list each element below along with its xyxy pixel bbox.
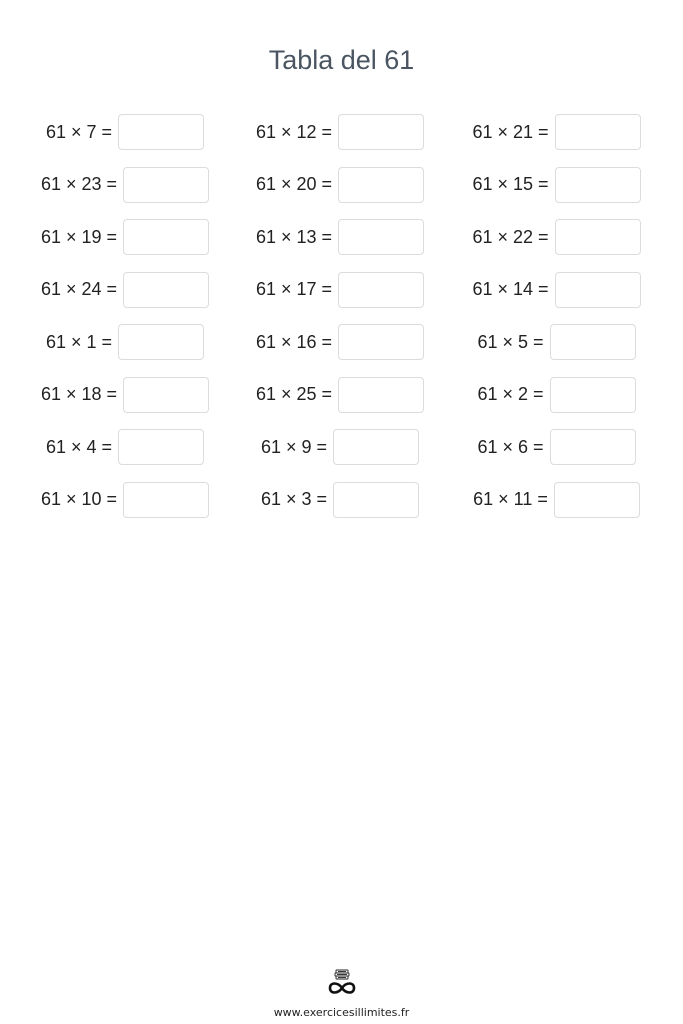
exercise-item (230, 322, 450, 362)
exercise-item (450, 217, 663, 257)
exercise-expression: 61 × 6 = (477, 436, 544, 457)
exercise-expression: 61 × 25 = (255, 384, 333, 404)
answer-field[interactable] (555, 114, 641, 150)
answer-field[interactable] (338, 114, 424, 150)
exercise-expression: 61 × 18 = (40, 384, 118, 404)
answer-field[interactable] (123, 377, 209, 413)
answer-field[interactable] (123, 482, 209, 518)
exercise-expression: 61 × 17 = (255, 279, 333, 299)
exercise-expression: 61 × 7 = (45, 121, 113, 142)
exercise-item (230, 427, 450, 467)
exercise-item (450, 427, 663, 467)
exercise-expression: 61 × 4 = (45, 436, 113, 457)
answer-field[interactable] (118, 429, 204, 465)
exercise-expression: 61 × 1 = (45, 331, 113, 352)
exercise-item (20, 217, 230, 257)
exercise-row (20, 480, 663, 533)
exercise-expression: 61 × 12 = (255, 121, 333, 142)
exercise-expression: 61 × 13 = (255, 226, 333, 247)
exercise-row (20, 322, 663, 375)
exercise-row (20, 165, 663, 218)
exercise-item (450, 112, 663, 152)
exercise-item (20, 270, 230, 310)
exercise-row (20, 112, 663, 165)
exercise-row (20, 217, 663, 270)
exercise-expression: 61 × 24 = (40, 279, 118, 299)
footer (0, 968, 683, 1019)
exercise-item (20, 165, 230, 205)
answer-field[interactable] (123, 272, 209, 308)
exercise-expression: 61 × 19 = (40, 226, 118, 247)
answer-field[interactable] (118, 324, 204, 360)
answer-field[interactable] (550, 324, 636, 360)
answer-field[interactable] (123, 167, 209, 203)
exercise-item (230, 165, 450, 205)
exercise-row (20, 375, 663, 428)
exercise-item (20, 375, 230, 415)
site-url: www.exercicesillimites.fr (273, 1006, 410, 1019)
answer-field[interactable] (338, 167, 424, 203)
exercise-expression: 61 × 11 = (473, 489, 548, 509)
exercise-expression: 61 × 14 = (472, 279, 549, 299)
exercise-row (20, 427, 663, 480)
exercise-expression: 61 × 3 = (260, 489, 328, 509)
exercise-expression: 61 × 5 = (477, 331, 544, 352)
exercise-expression: 61 × 9 = (260, 436, 328, 457)
answer-field[interactable] (338, 272, 424, 308)
answer-field[interactable] (554, 482, 640, 518)
answer-field[interactable] (555, 167, 641, 203)
exercise-expression: 61 × 16 = (255, 331, 333, 352)
exercise-item (230, 270, 450, 310)
exercise-expression: 61 × 21 = (472, 121, 549, 142)
answer-field[interactable] (118, 114, 204, 150)
answer-field[interactable] (333, 429, 419, 465)
exercise-item (450, 165, 663, 205)
exercise-expression: 61 × 23 = (40, 174, 118, 194)
answer-field[interactable] (338, 377, 424, 413)
exercise-item (230, 480, 450, 520)
exercise-item (230, 217, 450, 257)
exercise-item (20, 112, 230, 152)
exercise-grid (20, 112, 663, 532)
exercise-item (20, 480, 230, 520)
exercise-expression: 61 × 10 = (40, 489, 118, 509)
exercise-expression: 61 × 22 = (472, 226, 549, 247)
exercise-row (20, 270, 663, 323)
exercise-item (20, 427, 230, 467)
answer-field[interactable] (555, 272, 641, 308)
exercise-item (450, 270, 663, 310)
exercise-item (450, 375, 663, 415)
exercise-expression: 61 × 15 = (472, 174, 549, 194)
exercise-item (450, 322, 663, 362)
answer-field[interactable] (550, 377, 636, 413)
answer-field[interactable] (333, 482, 419, 518)
exercise-item (450, 480, 663, 520)
exercise-item (230, 112, 450, 152)
exercise-expression: 61 × 20 = (255, 174, 333, 194)
exercise-expression: 61 × 2 = (477, 384, 544, 404)
infinity-books-logo-icon (324, 968, 360, 998)
answer-field[interactable] (555, 219, 641, 255)
exercise-item (20, 322, 230, 362)
answer-field[interactable] (550, 429, 636, 465)
answer-field[interactable] (338, 219, 424, 255)
answer-field[interactable] (338, 324, 424, 360)
answer-field[interactable] (123, 219, 209, 255)
exercise-item (230, 375, 450, 415)
page-title: Tabla del 61 (268, 45, 415, 75)
